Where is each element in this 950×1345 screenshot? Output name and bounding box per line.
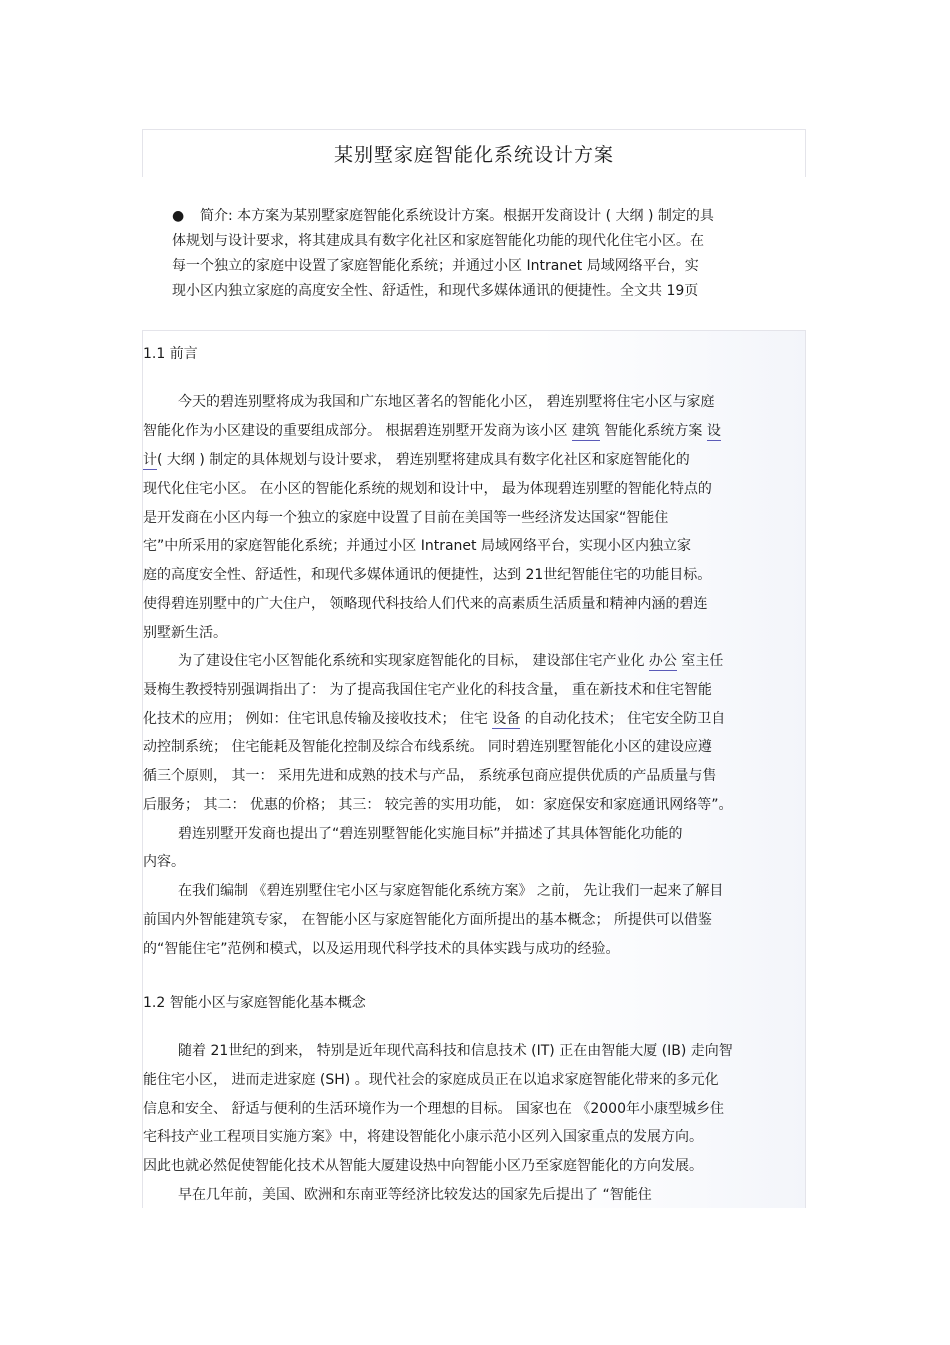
paragraph-line: 使得碧连别墅中的广大住户， 领略现代科技给人们代来的高素质生活质量和精神内涵的碧连	[143, 596, 708, 612]
section-heading: 1.1 前言	[143, 346, 198, 362]
paragraph-line: 前国内外智能建筑专家， 在智能小区与家庭智能化方面所提出的基本概念； 所提供可以借鉴	[143, 912, 712, 928]
line-text: 智能化系统方案	[599, 423, 707, 439]
paragraph-line	[143, 446, 690, 475]
paragraph-line	[143, 705, 725, 734]
section-heading: 1.2 智能小区与家庭智能化基本概念	[143, 995, 366, 1011]
line-text: 智能化作为小区建设的重要组成部分。 根据碧连别墅开发商为该小区	[143, 423, 572, 439]
bullet-icon: ●	[172, 208, 185, 224]
paragraph-line: 的“智能住宅”范例和模式，以及运用现代科学技术的具体实践与成功的经验。	[143, 941, 620, 957]
link-equipment[interactable]: 设备	[492, 711, 521, 727]
intro-block	[172, 204, 806, 304]
page-title: 某别墅家庭智能化系统设计方案	[333, 144, 614, 166]
link-design-cont[interactable]: 计	[143, 452, 157, 468]
link-design[interactable]: 设	[706, 423, 721, 439]
paragraph-line: 动控制系统； 住宅能耗及智能化控制及综合布线系统。 同时碧连别墅智能化小区的建设应遵	[143, 739, 712, 755]
paragraph-line: 内容。	[143, 854, 185, 870]
paragraph-line: 宅”中所采用的家庭智能化系统；并通过小区 Intranet 局域网络平台，实现小区内独立家	[143, 538, 691, 554]
paragraph-line: 后服务； 其二： 优惠的价格； 其三： 较完善的实用功能， 如：家庭保安和家庭通讯网络等”。	[143, 797, 733, 813]
paragraph-line: 现代化住宅小区。 在小区的智能化系统的规划和设计中， 最为体现碧连别墅的智能化特点的	[143, 481, 712, 497]
paragraph-line: 能住宅小区， 进而走进家庭 (SH) 。现代社会的家庭成员正在以追求家庭智能化带来的多元化	[143, 1072, 719, 1088]
paragraph-line: 早在几年前，美国、欧洲和东南亚等经济比较发达的国家先后提出了 “智能住	[178, 1187, 652, 1203]
paragraph-line: 别墅新生活。	[143, 625, 227, 641]
line-text: 化技术的应用； 例如：住宅讯息传输及接收技术； 住宅	[143, 711, 493, 727]
paragraph-line: 随着 21世纪的到来， 特别是近年现代高科技和信息技术 (IT) 正在由智能大厦 (IB) 走向智	[178, 1043, 733, 1059]
intro-line: 简介: 本方案为某别墅家庭智能化系统设计方案。根据开发商设计 ( 大纲 ) 制定的具	[200, 208, 714, 224]
paragraph-line: 因此也就必然促使智能化技术从智能大厦建设热中向智能小区乃至家庭智能化的方向发展。	[143, 1158, 703, 1174]
intro-line: 每一个独立的家庭中设置了家庭智能化系统；并通过小区 Intranet 局域网络平台，实	[172, 258, 699, 274]
paragraph-line: 信息和安全、 舒适与便利的生活环境作为一个理想的目标。 国家也在 《2000年小康型城乡住	[143, 1101, 724, 1117]
paragraph-line: 庭的高度安全性、舒适性，和现代多媒体通讯的便捷性，达到 21世纪智能住宅的功能目标。	[143, 567, 712, 583]
paragraph-line: 今天的碧连别墅将成为我国和广东地区著名的智能化小区， 碧连别墅将住宅小区与家庭	[178, 394, 715, 410]
intro-line: 现小区内独立家庭的高度安全性、舒适性，和现代多媒体通讯的便捷性。全文共 19页	[172, 283, 699, 299]
paragraph-line: 循三个原则， 其一： 采用先进和成熟的技术与产品， 系统承包商应提供优质的产品质量与售	[143, 768, 717, 784]
paragraph-line: 是开发商在小区内每一个独立的家庭中设置了目前在美国等一些经济发达国家“智能住	[143, 510, 669, 526]
paragraph-line: 宅科技产业工程项目实施方案》中，将建设智能化小康示范小区列入国家重点的发展方向。	[143, 1129, 703, 1145]
line-text: 为了建设住宅小区智能化系统和实现家庭智能化的目标， 建设部住宅产业化	[178, 653, 649, 669]
line-text: ( 大纲 ) 制定的具体规划与设计要求， 碧连别墅将建成具有数字化社区和家庭智能化的	[157, 452, 690, 468]
link-building[interactable]: 建筑	[571, 423, 600, 439]
paragraph-line: 聂梅生教授特别强调指出了： 为了提高我国住宅产业化的科技含量， 重在新技术和住宅智能	[143, 682, 712, 698]
link-office[interactable]: 办公	[648, 653, 677, 669]
paragraph-line: 碧连别墅开发商也提出了“碧连别墅智能化实施目标”并描述了其具体智能化功能的	[178, 826, 683, 842]
line-text: 的自动化技术； 住宅安全防卫自	[520, 711, 726, 727]
title-box	[142, 129, 806, 177]
paragraph-line: 在我们编制 《碧连别墅住宅小区与家庭智能化系统方案》 之前， 先让我们一起来了解目	[178, 883, 724, 899]
line-text: 室主任	[676, 653, 724, 669]
intro-line: 体规划与设计要求，将其建成具有数字化社区和家庭智能化功能的现代化住宅小区。在	[172, 233, 704, 249]
paragraph-line	[143, 647, 723, 676]
paragraph-line	[143, 417, 721, 446]
